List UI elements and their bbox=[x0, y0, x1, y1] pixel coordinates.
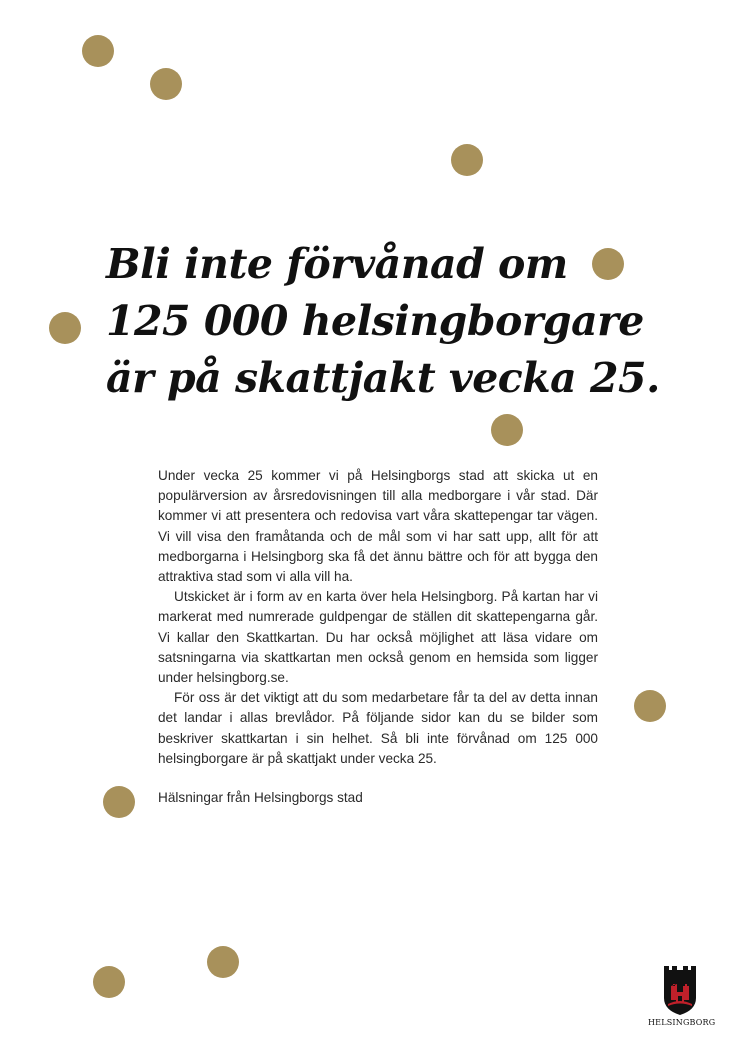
gold-coin-decoration bbox=[103, 786, 135, 818]
page-headline bbox=[106, 236, 726, 407]
body-paragraph: För oss är det viktigt att du som medarbetare får ta del av detta innan det landar i allas brevlådor. På följande sidor kan du se bilder som beskriver skattkartan i sin helhet. Så bli inte förvånad om 125 000 helsingborgare är på skattjakt under vecka 25. bbox=[158, 690, 598, 766]
gold-coin-decoration bbox=[93, 966, 125, 998]
gold-coin-decoration bbox=[49, 312, 81, 344]
helsingborg-logo bbox=[648, 964, 716, 1032]
body-paragraph: Under vecka 25 kommer vi på Helsingborgs stad att skicka ut en populärversion av årsredovisningen till alla medborgare i vår stad. Där kommer vi att presentera och redovisa vart våra skattepengar tar vägen. Vi vill visa den framåtanda och de mål som vi har satt upp, allt för att medborgarna i Helsingborg ska få det ännu bättre och för att bygga den attraktiva stad som vi alla vill ha. bbox=[158, 468, 598, 585]
gold-coin-decoration bbox=[491, 414, 523, 446]
castle-crest-icon bbox=[662, 964, 698, 1016]
signoff-text: Hälsningar från Helsingborgs stad bbox=[158, 790, 363, 805]
gold-coin-decoration bbox=[150, 68, 182, 100]
logo-label: HELSINGBORG bbox=[648, 1018, 716, 1027]
gold-coin-decoration bbox=[82, 35, 114, 67]
gold-coin-decoration bbox=[634, 690, 666, 722]
gold-coin-decoration bbox=[207, 946, 239, 978]
headline-line: 125 000 helsingborgare bbox=[106, 297, 644, 345]
headline-line: är på skattjakt vecka 25. bbox=[106, 354, 660, 402]
body-text bbox=[158, 466, 598, 769]
gold-coin-decoration bbox=[451, 144, 483, 176]
body-paragraph: Utskicket är i form av en karta över hela Helsingborg. På kartan har vi markerat med numrerade guldpengar de ställen dit skattepengarna går. Vi kallar den Skattkartan. Du har också möjlighet att läsa vidare om satsningarna via skattkartan men också genom en hemsida som ligger under helsingborg.se. bbox=[158, 589, 598, 686]
headline-line: Bli inte förvånad om bbox=[106, 240, 568, 288]
